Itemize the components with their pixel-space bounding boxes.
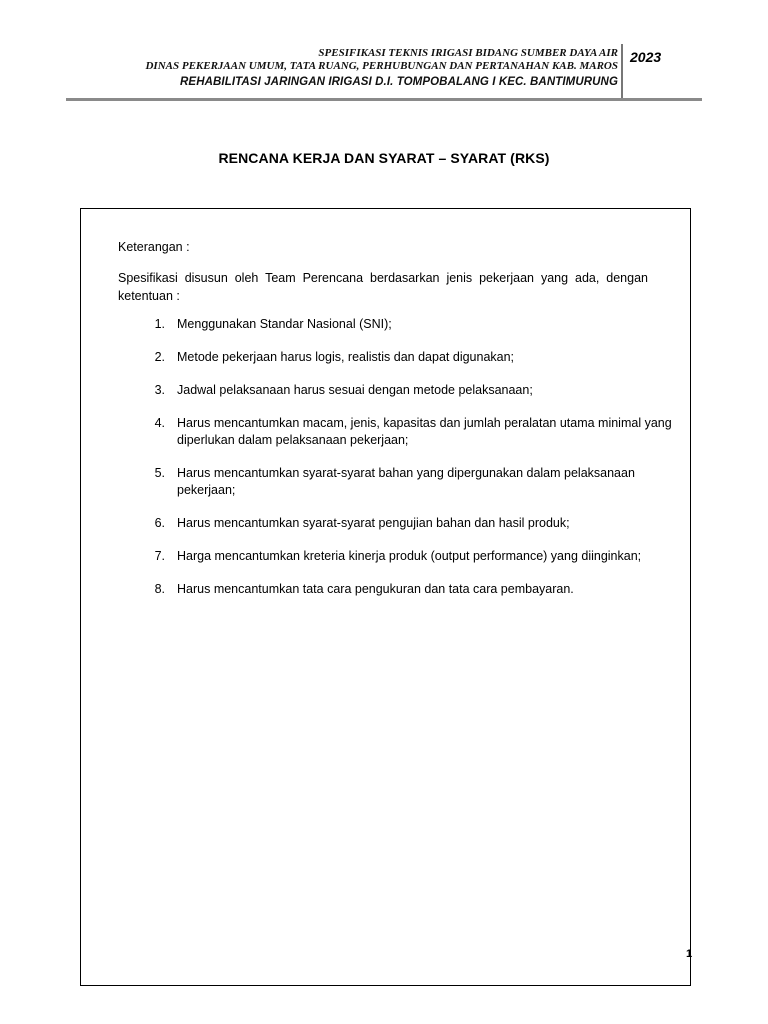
list-item: [118, 382, 684, 399]
list-item-text: Harus mencantumkan macam, jenis, kapasitas dan jumlah peralatan utama minimal yang diperlukan dalam pelaksanaan pekerjaan;: [177, 416, 672, 447]
page-number: 1: [686, 948, 693, 960]
document-header: [66, 44, 618, 90]
list-item: [118, 515, 684, 532]
intro-paragraph: Spesifikasi disusun oleh Team Perencana berdasarkan jenis pekerjaan yang ada, dengan ketentuan :: [118, 271, 648, 303]
keterangan-label: Keterangan :: [118, 240, 190, 254]
list-item: [118, 349, 684, 366]
document-title: RENCANA KERJA DAN SYARAT – SYARAT (RKS): [218, 150, 550, 166]
list-item-text: Harus mencantumkan syarat-syarat pengujian bahan dan hasil produk;: [177, 516, 570, 530]
requirements-list: [118, 316, 684, 614]
header-year: 2023: [630, 49, 662, 65]
header-line-1: SPESIFIKASI TEKNIS IRIGASI BIDANG SUMBER DAYA AIR: [318, 47, 618, 59]
list-item-number: 6.: [154, 516, 165, 530]
list-item-number: 1.: [154, 317, 165, 331]
list-item-text: Metode pekerjaan harus logis, realistis dan dapat digunakan;: [177, 350, 515, 364]
header-line-3: REHABILITASI JARINGAN IRIGASI D.I. TOMPOBALANG I KEC. BANTIMURUNG: [180, 76, 618, 88]
list-item: [118, 581, 684, 598]
list-item: [118, 465, 684, 499]
list-item: [118, 548, 684, 565]
list-item-number: 5.: [154, 466, 165, 480]
list-item-text: Jadwal pelaksanaan harus sesuai dengan metode pelaksanaan;: [177, 383, 533, 397]
header-vertical-divider: [621, 44, 623, 100]
list-item-text: Menggunakan Standar Nasional (SNI);: [177, 317, 392, 331]
list-item: [118, 316, 684, 333]
list-item-number: 7.: [154, 549, 165, 563]
list-item-text: Harus mencantumkan syarat-syarat bahan yang dipergunakan dalam pelaksanaan pekerjaan;: [177, 466, 635, 497]
list-item-number: 4.: [154, 416, 165, 430]
list-item-number: 2.: [154, 350, 165, 364]
header-line-2: DINAS PEKERJAAN UMUM, TATA RUANG, PERHUBUNGAN DAN PERTANAHAN KAB. MAROS: [145, 60, 618, 72]
list-item-number: 8.: [154, 582, 165, 596]
list-item-number: 3.: [154, 383, 165, 397]
list-item-text: Harga mencantumkan kreteria kinerja produk (output performance) yang diinginkan;: [177, 549, 642, 563]
header-rule: [66, 98, 702, 101]
list-item: [118, 415, 684, 449]
list-item-text: Harus mencantumkan tata cara pengukuran dan tata cara pembayaran.: [177, 582, 574, 596]
